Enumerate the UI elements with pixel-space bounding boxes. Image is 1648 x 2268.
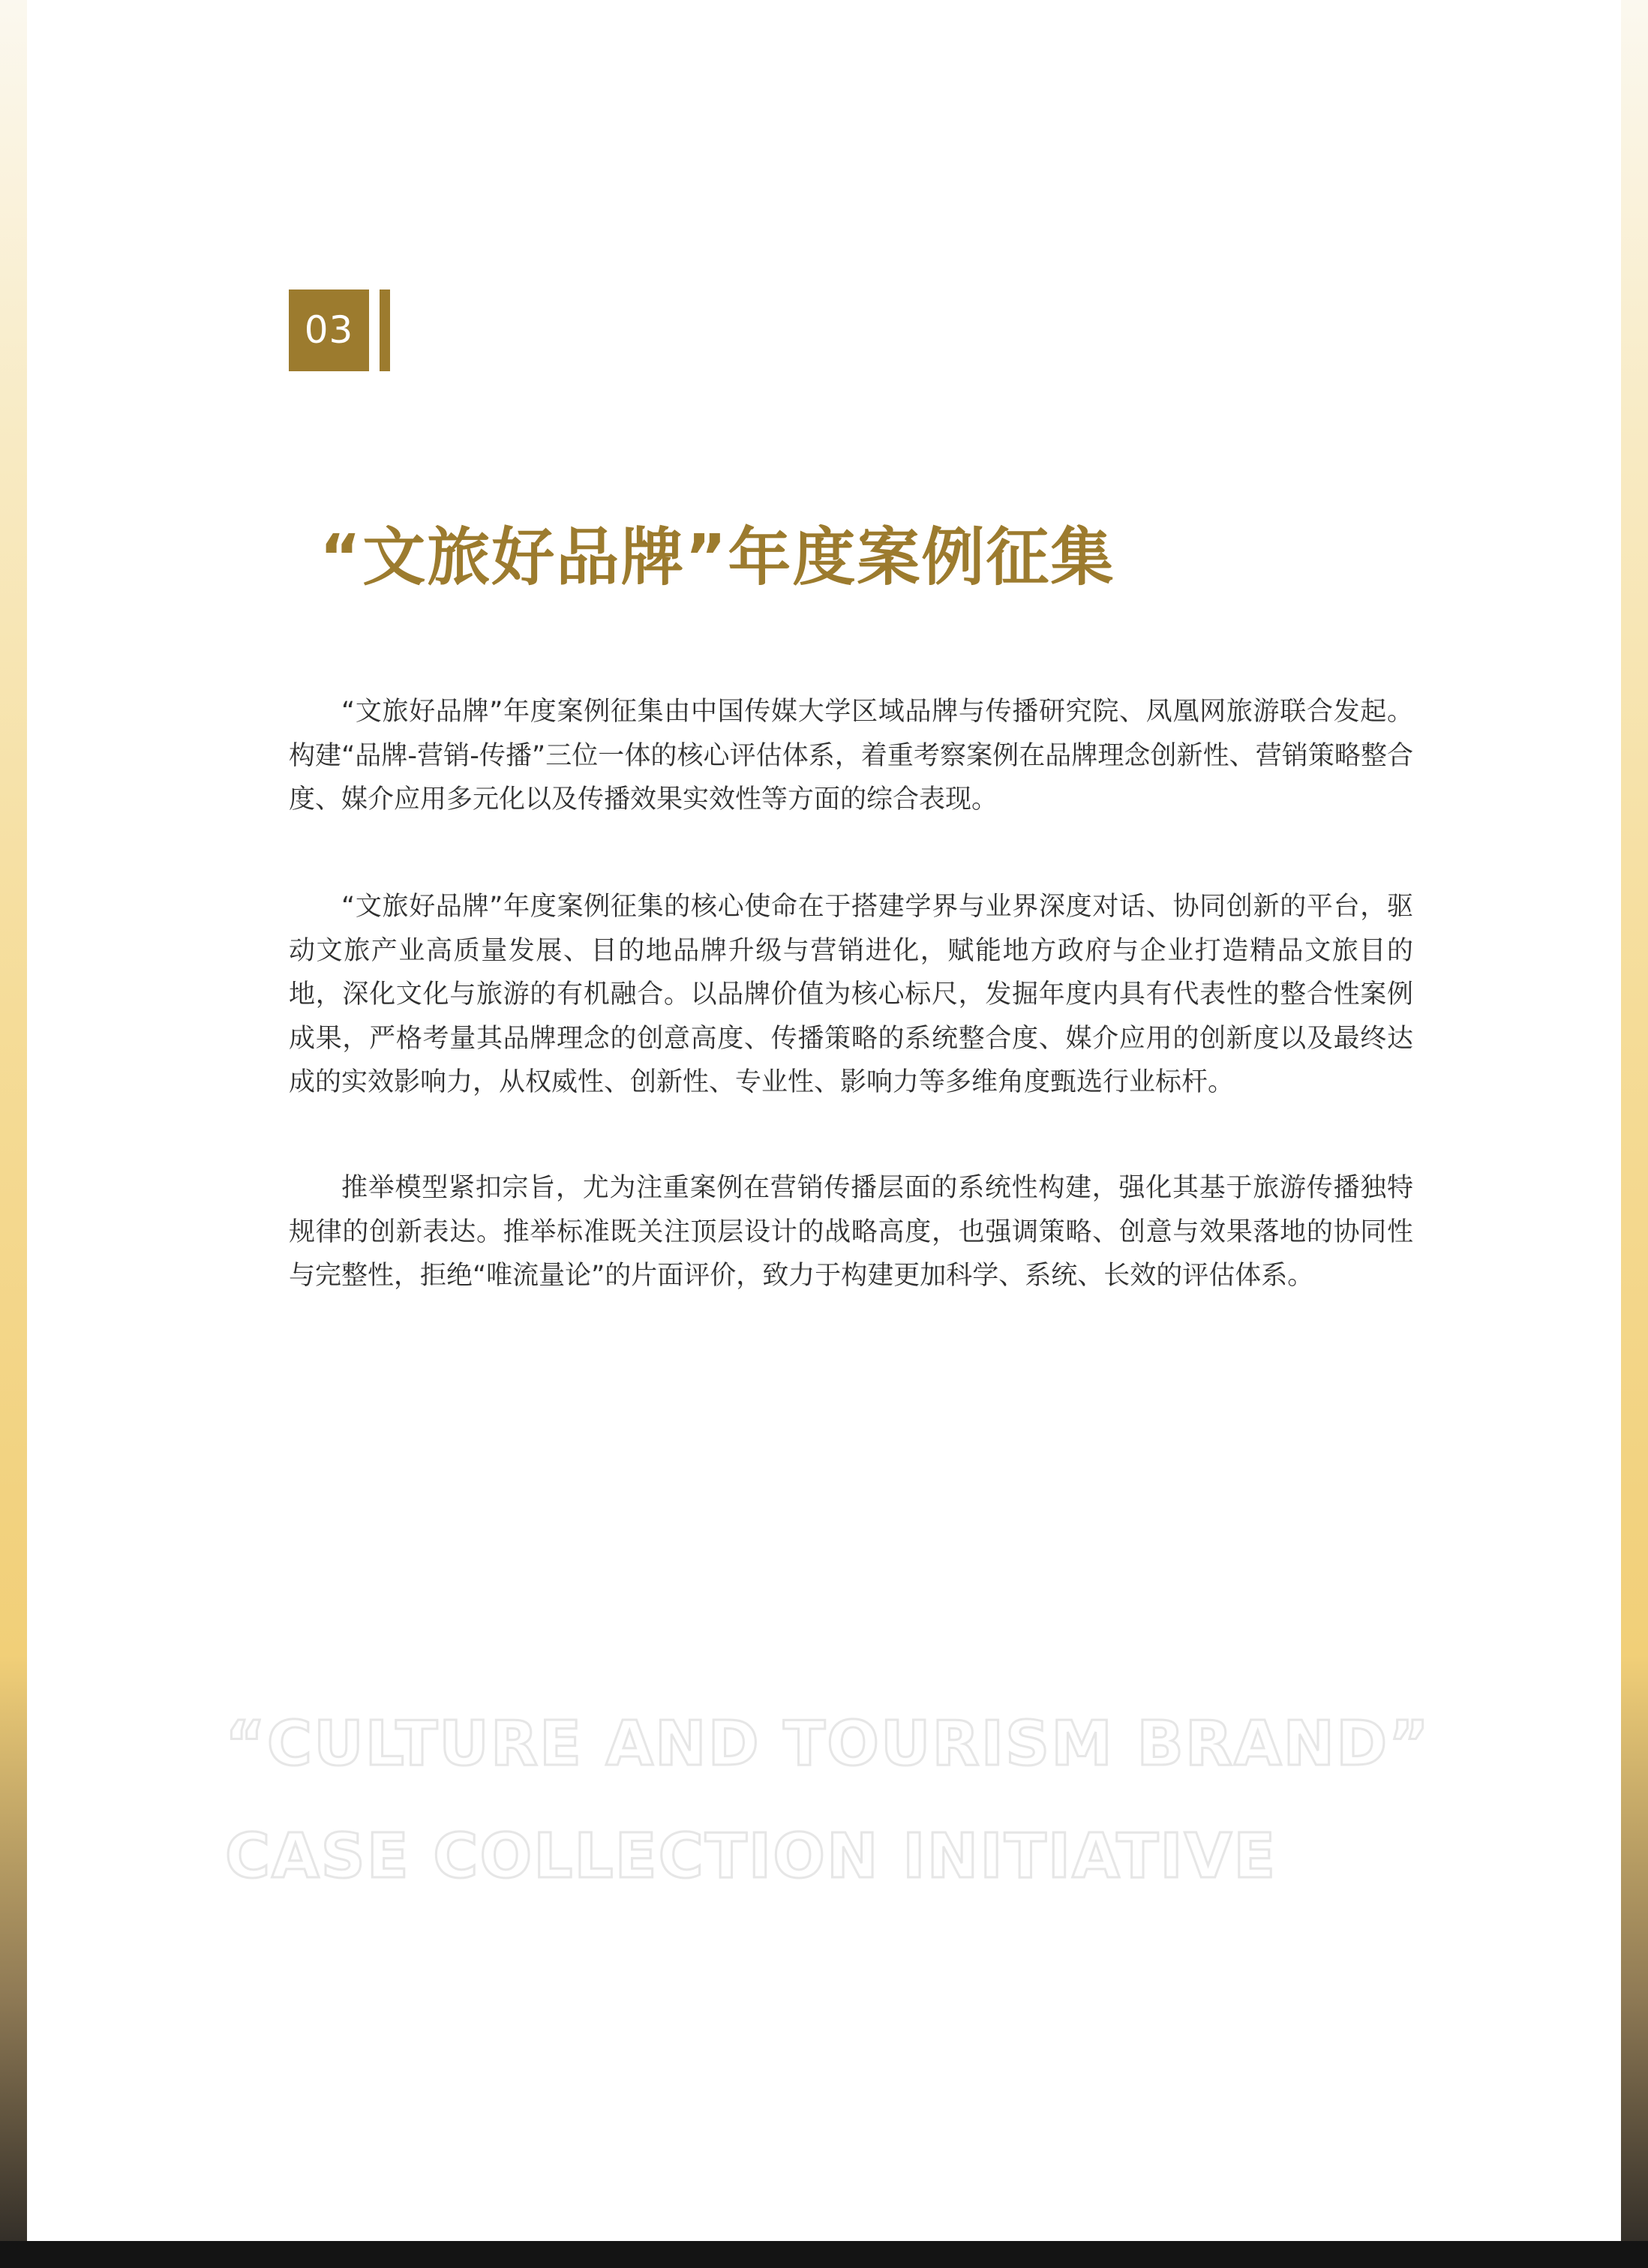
body-paragraph-3: 推举模型紧扣宗旨，尤为注重案例在营销传播层面的系统性构建，强化其基于旅游传播独特规律的创新表达。推举标准既关注顶层设计的战略高度，也强调策略、创意与效果落地的协同性与完整性，拒绝“唯流量论”的片面评价，致力于构建更加科学、系统、长效的评估体系。 xyxy=(289,1173,1413,1291)
page-frame-bottom xyxy=(0,2241,1648,2268)
section-accent-bar xyxy=(380,290,390,371)
body-paragraph-2: “文旅好品牌”年度案例征集的核心使命在于搭建学界与业界深度对话、协同创新的平台，驱动文旅产业高质量发展、目的地品牌升级与营销进化，赋能地方政府与企业打造精品文旅目的地，深化文化与旅游的有机融合。以品牌价值为核心标尺，发掘年度内具有代表性的整合性案例成果，严格考量其品牌理念的创意高度、传播策略的系统整合度、媒介应用的创新度以及最终达成的实效影响力，从权威性、创新性、专业性、影响力等多维角度甄选行业标杆。 xyxy=(289,892,1413,1097)
section-number-badge: 03 xyxy=(289,290,369,371)
watermark-line-1: “CULTURE AND TOURISM BRAND” xyxy=(225,1708,1431,1780)
page-title: “文旅好品牌”年度案例征集 xyxy=(320,520,1115,594)
watermark-line-2: CASE COLLECTION INITIATIVE xyxy=(225,1821,1277,1892)
page-frame-left xyxy=(0,0,27,2268)
page-frame-right xyxy=(1621,0,1648,2268)
body-paragraph-1: “文旅好品牌”年度案例征集由中国传媒大学区域品牌与传播研究院、凤凰网旅游联合发起。构建“品牌-营销-传播”三位一体的核心评估体系，着重考察案例在品牌理念创新性、营销策略整合度、媒介应用多元化以及传播效果实效性等方面的综合表现。 xyxy=(289,697,1413,814)
document-page xyxy=(27,0,1621,2241)
